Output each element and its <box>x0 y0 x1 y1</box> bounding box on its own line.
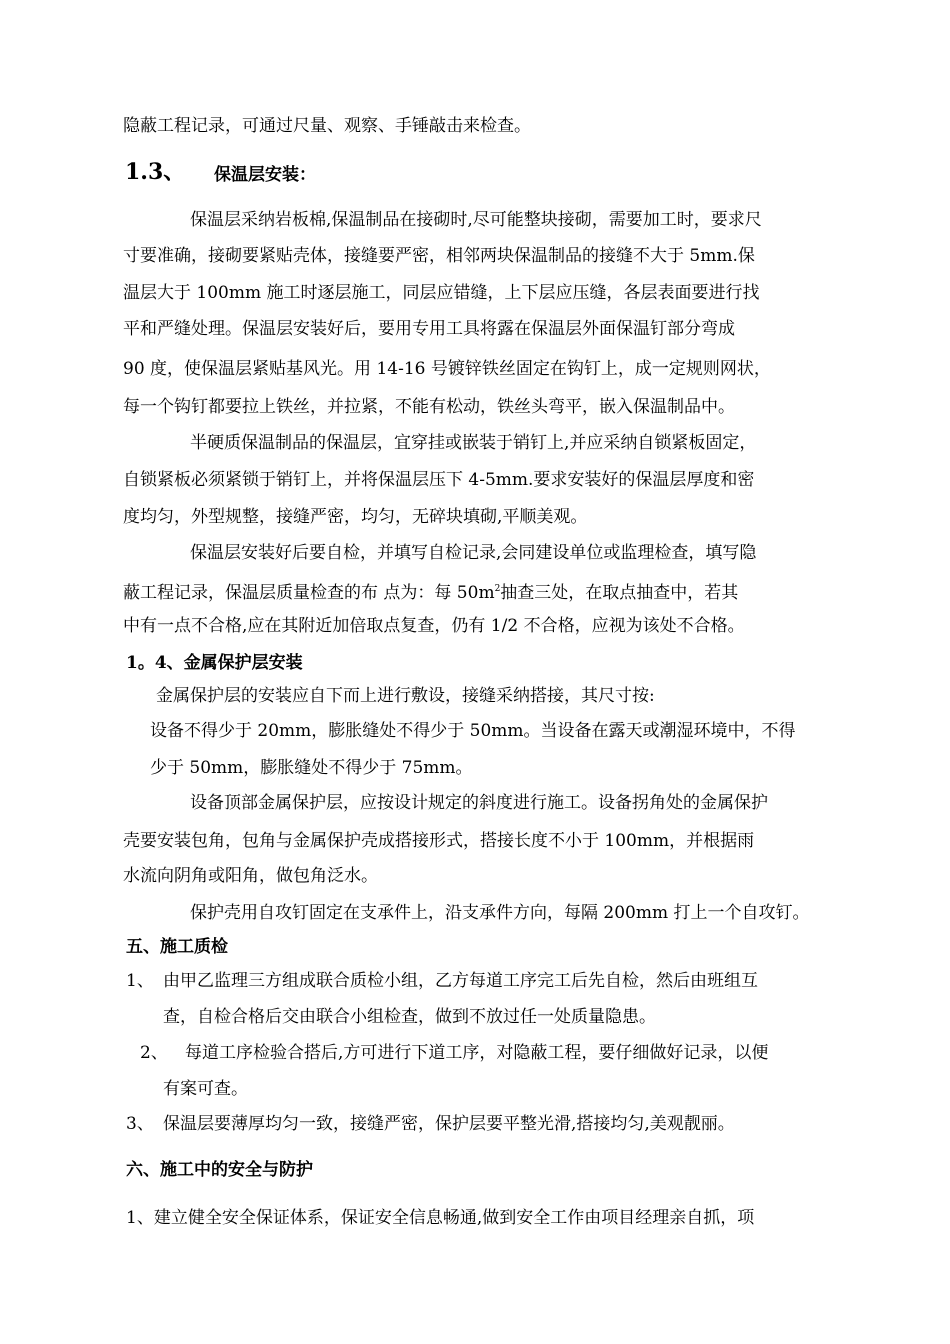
paragraph-line: 每一个钩钉都要拉上铁丝，并拉紧，不能有松动，铁丝头弯平，嵌入保温制品中。 <box>123 397 735 417</box>
line-text: 抽查三处，在取点抽查中，若其 <box>500 583 739 603</box>
paragraph-line: 度均匀，外型规整，接缝严密，均匀，无碎块填砌,平顺美观。 <box>123 507 588 527</box>
paragraph-line: 保护壳用自攻钉固定在支承件上，沿支承件方向，每隔 200mm 打上一个自攻钉。 <box>190 903 810 923</box>
paragraph-line: 自锁紧板必须紧锁于销钉上，并将保温层压下 4-5mm.要求安装好的保温层厚度和密 <box>123 470 755 490</box>
section-heading-quality-inspection: 五、施工质检 <box>126 937 228 957</box>
paragraph-line: 90 度，使保温层紧贴基风光。用 14-16 号镀锌铁丝固定在钩钉上，成一定规则网状， <box>123 359 771 379</box>
paragraph-line: 保温层安装好后要自检，并填写自检记录,会同建设单位或监理检查，填写隐 <box>190 543 757 563</box>
paragraph-line: 平和严缝处理。保温层安装好后，要用专用工具将露在保温层外面保温钉部分弯成 <box>123 319 735 339</box>
section-heading-metal-protection: 1。4、金属保护层安装 <box>126 653 303 673</box>
paragraph-line: 设备顶部金属保护层，应按设计规定的斜度进行施工。设备拐角处的金属保护 <box>190 793 768 813</box>
paragraph-line: 保温层采纳岩板棉,保温制品在接砌时,尽可能整块接砌，需要加工时，要求尺 <box>190 210 762 230</box>
paragraph-line: 半硬质保温制品的保温层，宜穿挂或嵌装于销钉上,并应采纳自锁紧板固定， <box>190 433 757 453</box>
paragraph-line: 中有一点不合格,应在其附近加倍取点复查，仍有 1/2 不合格，应视为该处不合格。 <box>123 616 745 636</box>
list-item-continuation: 查，自检合格后交由联合小组检查，做到不放过任一处质量隐患。 <box>163 1007 656 1027</box>
list-number: 3、 <box>126 1114 154 1134</box>
paragraph-line: 壳要安装包角，包角与金属保护壳成搭接形式，搭接长度不小于 100mm，并根据雨 <box>123 831 755 851</box>
list-item: 保温层要薄厚均匀一致，接缝严密，保护层要平整光滑,搭接均匀,美观靓丽。 <box>163 1114 735 1134</box>
line-text: 蔽工程记录，保温层质量检查的布 点为：每 50m <box>123 583 495 603</box>
section-heading-safety: 六、施工中的安全与防护 <box>126 1160 313 1180</box>
list-number: 2、 <box>140 1043 168 1063</box>
list-item: 由甲乙监理三方组成联合质检小组，乙方每道工序完工后先自检，然后由班组互 <box>163 971 758 991</box>
paragraph-line: 金属保护层的安装应自下而上进行敷设，接缝采纳搭接，其尺寸按: <box>156 686 655 706</box>
paragraph-line: 少于 50mm，膨胀缝处不得少于 75mm。 <box>150 758 473 778</box>
paragraph-line: 温层大于 100mm 施工时逐层施工，同层应错缝，上下层应压缝，各层表面要进行找 <box>123 283 760 303</box>
section-heading-insulation-install: 保温层安装： <box>214 165 316 185</box>
list-item: 每道工序检验合搭后,方可进行下道工序，对隐蔽工程，要仔细做好记录，以便 <box>185 1043 769 1063</box>
section-number-1-3: 1.3、 <box>125 159 186 185</box>
paragraph-line: 1、建立健全安全保证体系，保证安全信息畅通,做到安全工作由项目经理亲自抓，项 <box>126 1208 755 1228</box>
list-number: 1、 <box>126 971 154 991</box>
paragraph-line: 寸要准确，接砌要紧贴壳体，接缝要严密，相邻两块保温制品的接缝不大于 5mm.保 <box>123 246 755 266</box>
paragraph-line: 水流向阴角或阳角，做包角泛水。 <box>123 866 378 886</box>
list-item-continuation: 有案可查。 <box>163 1079 248 1099</box>
paragraph-line <box>123 577 738 605</box>
superscript: 2 <box>494 584 501 594</box>
paragraph-line: 隐蔽工程记录，可通过尺量、观察、手锤敲击来检查。 <box>123 116 531 136</box>
paragraph-line: 设备不得少于 20mm，膨胀缝处不得少于 50mm。当设备在露天或潮湿环境中，不得 <box>150 721 796 741</box>
